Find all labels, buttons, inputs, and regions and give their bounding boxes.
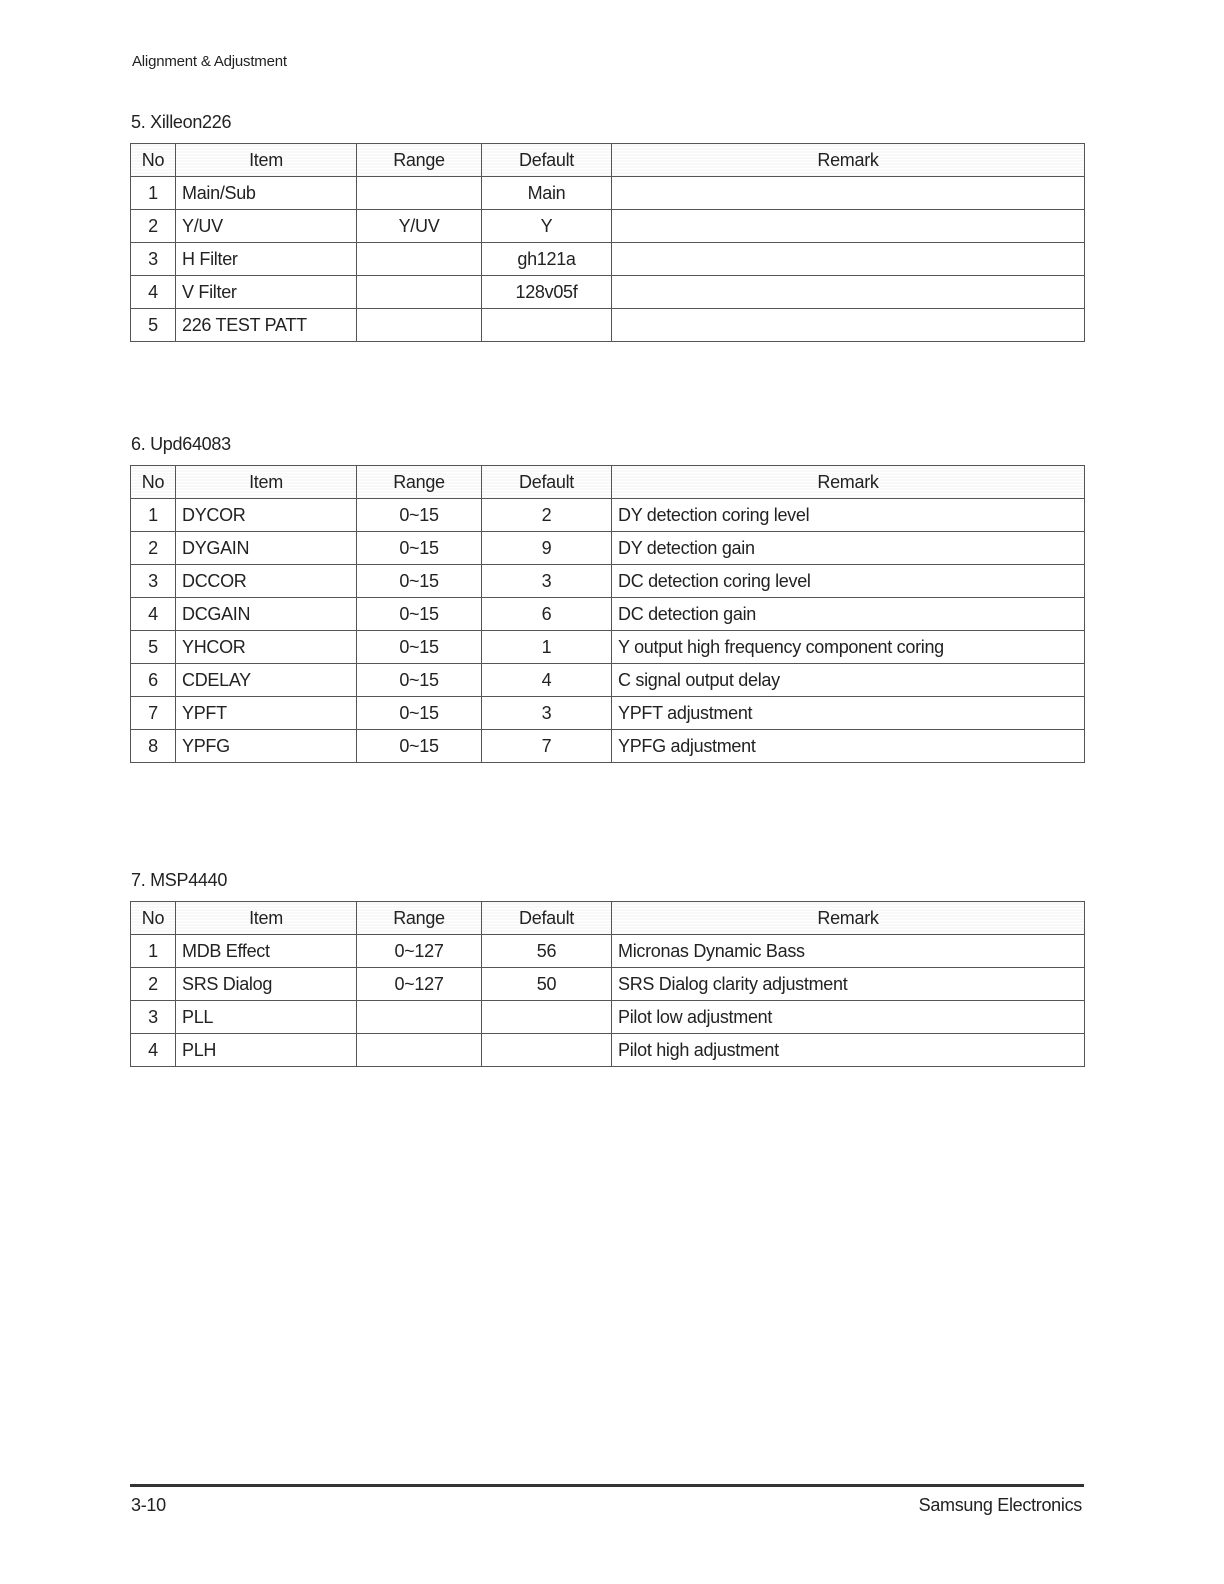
table-row: [131, 697, 1085, 730]
cell-default: 3: [482, 697, 612, 730]
column-header-item: Item: [176, 466, 357, 499]
section-title: 7. MSP4440: [131, 870, 228, 890]
cell-remark: [612, 243, 1085, 276]
cell-remark: YPFT adjustment: [612, 697, 1085, 730]
table-row: [131, 499, 1085, 532]
cell-default: 6: [482, 598, 612, 631]
cell-range: [357, 1001, 482, 1034]
cell-no: 8: [131, 730, 176, 763]
cell-remark: DC detection gain: [612, 598, 1085, 631]
column-header-range: Range: [357, 902, 482, 935]
cell-remark: C signal output delay: [612, 664, 1085, 697]
cell-remark: [612, 177, 1085, 210]
cell-remark: DY detection gain: [612, 532, 1085, 565]
cell-item: YPFT: [176, 697, 357, 730]
cell-item: PLH: [176, 1034, 357, 1067]
footer-company: Samsung Electronics: [918, 1495, 1082, 1515]
spec-table: [130, 465, 1085, 763]
column-header-default: Default: [482, 902, 612, 935]
cell-range: [357, 1034, 482, 1067]
cell-default: 3: [482, 565, 612, 598]
column-header-remark: Remark: [612, 144, 1085, 177]
cell-item: YHCOR: [176, 631, 357, 664]
cell-remark: Pilot low adjustment: [612, 1001, 1085, 1034]
cell-item: DYCOR: [176, 499, 357, 532]
section-xilleon226: [130, 111, 1084, 342]
cell-range: 0~15: [357, 565, 482, 598]
cell-range: [357, 177, 482, 210]
table-row: [131, 565, 1085, 598]
cell-default: 1: [482, 631, 612, 664]
cell-item: V Filter: [176, 276, 357, 309]
table-row: [131, 210, 1085, 243]
cell-default: 128v05f: [482, 276, 612, 309]
cell-item: DCCOR: [176, 565, 357, 598]
cell-item: MDB Effect: [176, 935, 357, 968]
cell-default: 56: [482, 935, 612, 968]
cell-default: 2: [482, 499, 612, 532]
cell-range: 0~15: [357, 598, 482, 631]
cell-no: 7: [131, 697, 176, 730]
cell-no: 3: [131, 1001, 176, 1034]
cell-remark: [612, 210, 1085, 243]
cell-remark: YPFG adjustment: [612, 730, 1085, 763]
table-row: [131, 968, 1085, 1001]
cell-default: [482, 1001, 612, 1034]
cell-range: 0~15: [357, 499, 482, 532]
column-header-no: No: [131, 144, 176, 177]
cell-no: 4: [131, 1034, 176, 1067]
table-row: [131, 177, 1085, 210]
cell-range: 0~15: [357, 697, 482, 730]
cell-range: 0~15: [357, 532, 482, 565]
cell-default: 9: [482, 532, 612, 565]
cell-remark: SRS Dialog clarity adjustment: [612, 968, 1085, 1001]
column-header-default: Default: [482, 466, 612, 499]
cell-remark: [612, 276, 1085, 309]
column-header-no: No: [131, 902, 176, 935]
table-header-row: [131, 466, 1085, 499]
cell-default: [482, 309, 612, 342]
table-row: [131, 1034, 1085, 1067]
column-header-remark: Remark: [612, 902, 1085, 935]
column-header-range: Range: [357, 144, 482, 177]
cell-no: 4: [131, 598, 176, 631]
table-row: [131, 1001, 1085, 1034]
cell-default: [482, 1034, 612, 1067]
table-row: [131, 730, 1085, 763]
table-header-row: [131, 144, 1085, 177]
cell-no: 1: [131, 935, 176, 968]
cell-item: Y/UV: [176, 210, 357, 243]
cell-no: 1: [131, 499, 176, 532]
cell-remark: DC detection coring level: [612, 565, 1085, 598]
cell-range: 0~127: [357, 968, 482, 1001]
cell-default: Y: [482, 210, 612, 243]
column-header-remark: Remark: [612, 466, 1085, 499]
cell-no: 1: [131, 177, 176, 210]
cell-no: 6: [131, 664, 176, 697]
cell-range: 0~127: [357, 935, 482, 968]
cell-no: 2: [131, 210, 176, 243]
cell-item: 226 TEST PATT: [176, 309, 357, 342]
cell-remark: DY detection coring level: [612, 499, 1085, 532]
spec-table: [130, 143, 1085, 342]
cell-no: 4: [131, 276, 176, 309]
cell-remark: Y output high frequency component coring: [612, 631, 1085, 664]
column-header-no: No: [131, 466, 176, 499]
cell-default: 7: [482, 730, 612, 763]
cell-no: 2: [131, 968, 176, 1001]
column-header-item: Item: [176, 902, 357, 935]
cell-default: gh121a: [482, 243, 612, 276]
cell-no: 2: [131, 532, 176, 565]
footer-divider: [130, 1484, 1084, 1487]
section-upd64083: [130, 433, 1084, 763]
cell-no: 5: [131, 309, 176, 342]
cell-item: SRS Dialog: [176, 968, 357, 1001]
cell-no: 3: [131, 243, 176, 276]
cell-range: [357, 243, 482, 276]
section-title: 6. Upd64083: [131, 434, 231, 454]
cell-remark: Pilot high adjustment: [612, 1034, 1085, 1067]
page-number: 3-10: [131, 1495, 166, 1515]
cell-item: DCGAIN: [176, 598, 357, 631]
cell-item: PLL: [176, 1001, 357, 1034]
cell-range: [357, 309, 482, 342]
cell-item: Main/Sub: [176, 177, 357, 210]
cell-range: 0~15: [357, 664, 482, 697]
table-row: [131, 243, 1085, 276]
cell-item: DYGAIN: [176, 532, 357, 565]
cell-range: Y/UV: [357, 210, 482, 243]
cell-default: Main: [482, 177, 612, 210]
cell-item: CDELAY: [176, 664, 357, 697]
cell-item: H Filter: [176, 243, 357, 276]
cell-remark: Micronas Dynamic Bass: [612, 935, 1085, 968]
cell-range: 0~15: [357, 631, 482, 664]
cell-range: 0~15: [357, 730, 482, 763]
running-header: Alignment & Adjustment: [132, 53, 287, 70]
cell-no: 3: [131, 565, 176, 598]
cell-remark: [612, 309, 1085, 342]
cell-default: 4: [482, 664, 612, 697]
cell-no: 5: [131, 631, 176, 664]
column-header-item: Item: [176, 144, 357, 177]
column-header-default: Default: [482, 144, 612, 177]
section-msp4440: [130, 869, 1084, 1067]
table-row: [131, 598, 1085, 631]
table-row: [131, 935, 1085, 968]
table-row: [131, 276, 1085, 309]
spec-table: [130, 901, 1085, 1067]
cell-item: YPFG: [176, 730, 357, 763]
section-title: 5. Xilleon226: [131, 112, 232, 132]
table-row: [131, 664, 1085, 697]
table-row: [131, 532, 1085, 565]
table-row: [131, 309, 1085, 342]
cell-default: 50: [482, 968, 612, 1001]
table-row: [131, 631, 1085, 664]
table-header-row: [131, 902, 1085, 935]
cell-range: [357, 276, 482, 309]
column-header-range: Range: [357, 466, 482, 499]
